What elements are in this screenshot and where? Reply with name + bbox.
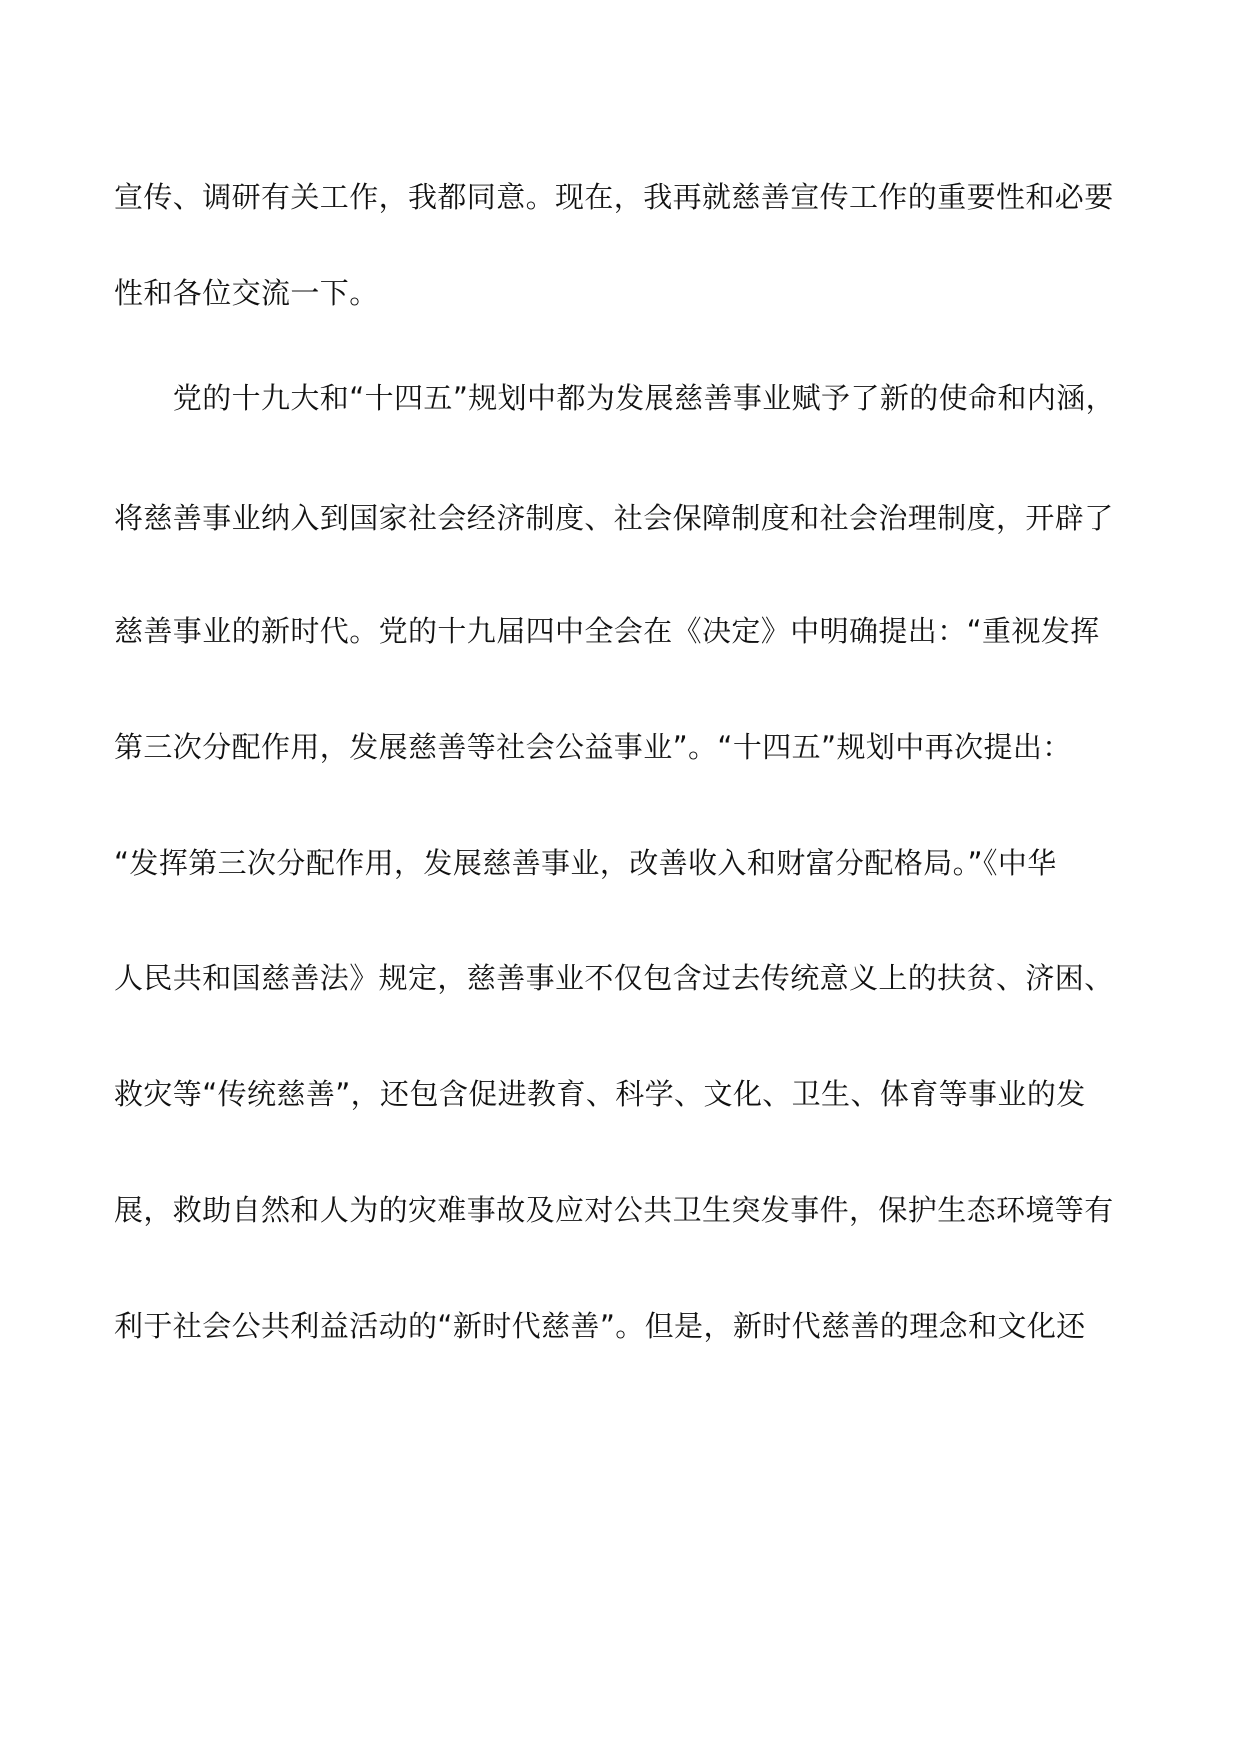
text-line-5: 慈善事业的新时代。党的十九届四中全会在《决定》中明确提出：“重视发挥 [114,614,1100,648]
text-line-11: 利于社会公共利益活动的“新时代慈善”。但是，新时代慈善的理念和文化还 [114,1309,1086,1343]
text-line-9: 救灾等“传统慈善”，还包含促进教育、科学、文化、卫生、体育等事业的发 [114,1077,1086,1111]
text-line-6: 第三次分配作用，发展慈善等社会公益事业”。“十四五”规划中再次提出： [114,730,1072,764]
text-line-1: 宣传、调研有关工作，我都同意。现在，我再就慈善宣传工作的重要性和必要 [114,180,1114,214]
text-line-8: 人民共和国慈善法》规定，慈善事业不仅包含过去传统意义上的扶贫、济困、 [114,961,1114,995]
paragraph-start-line: 党的十九大和“十四五”规划中都为发展慈善事业赋予了新的使命和内涵， [114,381,1116,415]
text-line-2: 性和各位交流一下。 [114,276,379,310]
text-line-10: 展，救助自然和人为的灾难事故及应对公共卫生突发事件，保护生态环境等有 [114,1193,1114,1227]
text-line-4: 将慈善事业纳入到国家社会经济制度、社会保障制度和社会治理制度，开辟了 [114,501,1114,535]
text-line-7: “发挥第三次分配作用，发展慈善事业，改善收入和财富分配格局。”《中华 [114,846,1057,880]
